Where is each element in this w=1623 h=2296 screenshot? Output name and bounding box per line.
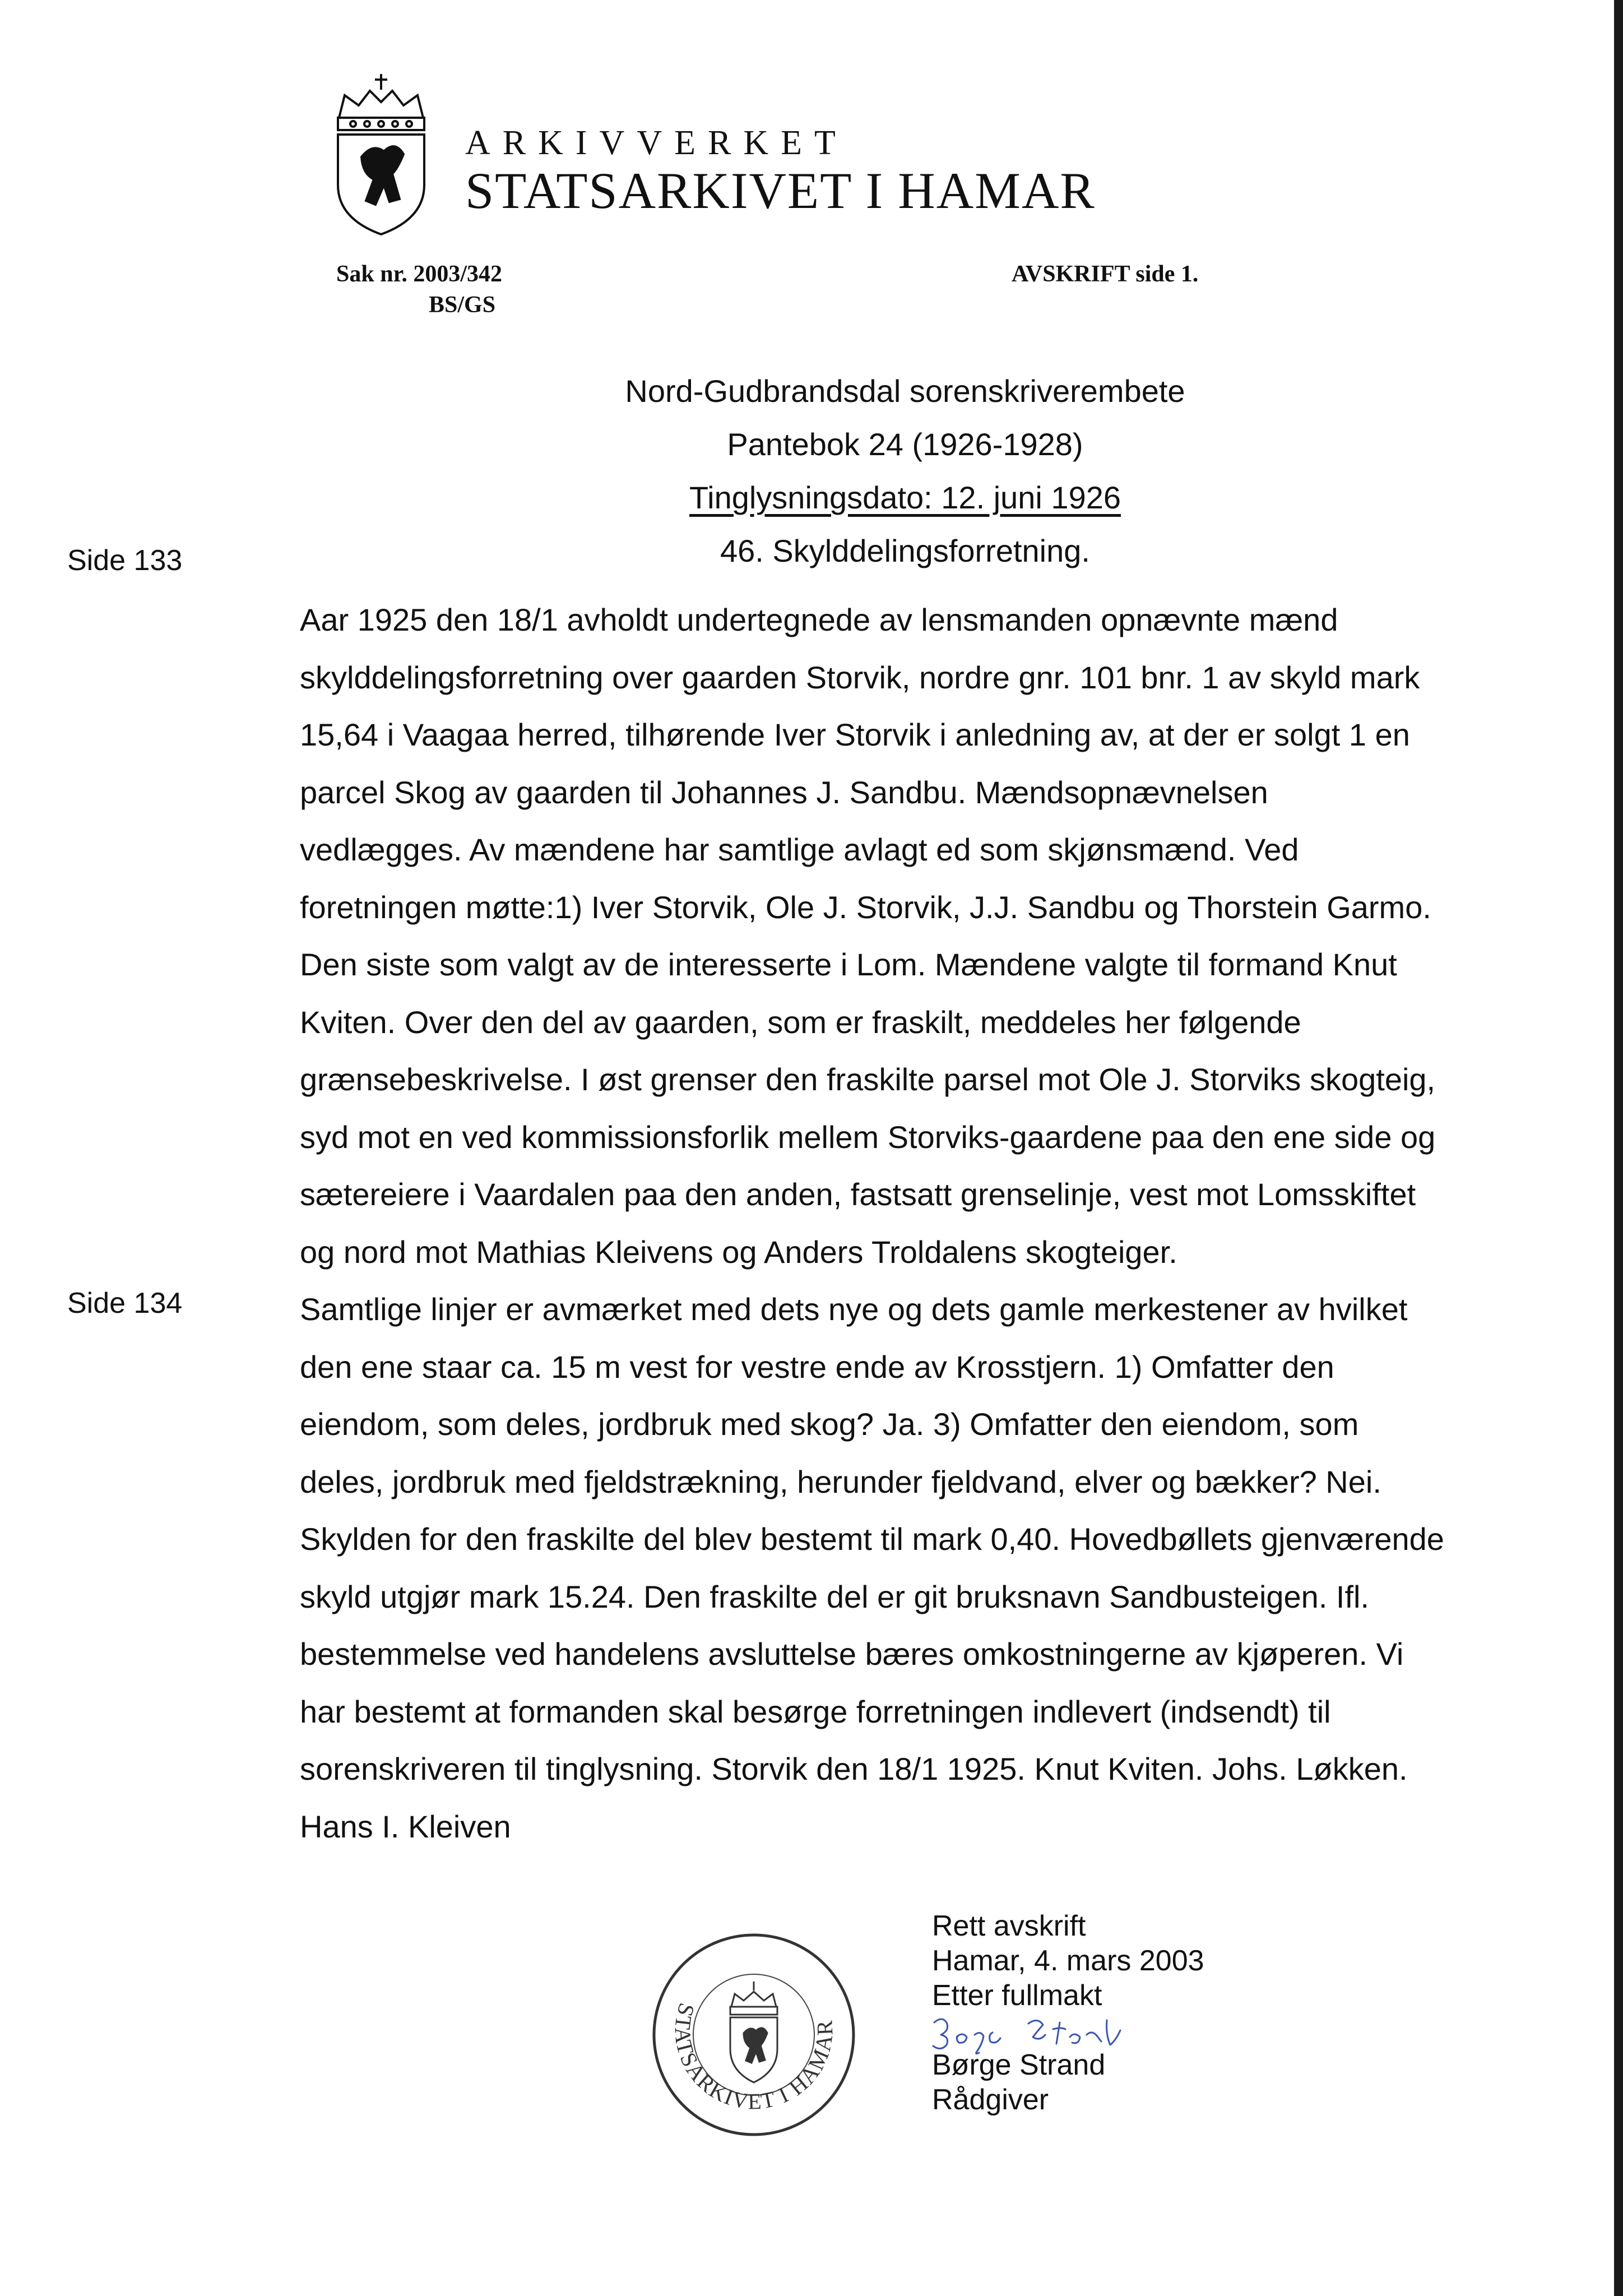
- body-line: foretningen møtte:1) Iver Storvik, Ole J. Storvik, J.J. Sandbu og Thorstein Garmo.: [300, 889, 1431, 925]
- body-text: [300, 591, 1566, 1855]
- body-line: Den siste som valgt av de interesserte i Lom. Mændene valgte til formand Knut: [300, 947, 1397, 982]
- coat-of-arms-logo: [328, 73, 434, 235]
- official-stamp-seal: [647, 1928, 860, 2141]
- body-line: Aar 1925 den 18/1 avholdt undertegnede av lensmanden opnævnte mænd: [300, 602, 1338, 637]
- case-number: Sak nr. 2003/342: [336, 261, 503, 287]
- registration-date: Tinglysningsdato: 12. juni 1926: [689, 480, 1121, 515]
- certification-authority: Etter fullmakt: [932, 1979, 1102, 2012]
- body-line: har bestemt at formanden skal besørge forretningen indlevert (indsendt) til: [300, 1693, 1331, 1729]
- office-heading: Nord-Gudbrandsdal sorenskriverembete: [625, 373, 1185, 409]
- item-heading: 46. Skylddelingsforretning.: [720, 533, 1090, 568]
- org-line-2: STATSARKIVET I HAMAR: [465, 162, 1096, 219]
- book-heading: Pantebok 24 (1926-1928): [727, 427, 1083, 462]
- body-line: parcel Skog av gaarden til Johannes J. Sandbu. Mændsopnævnelsen: [300, 774, 1268, 810]
- body-line: Samtlige linjer er avmærket med dets nye og dets gamle merkestener av hvilket: [300, 1292, 1408, 1327]
- body-line: sætereiere i Vaardalen paa den anden, fastsatt grenselinje, vest mot Lomsskiftet: [300, 1177, 1416, 1212]
- body-line: Hans I. Kleiven: [300, 1808, 511, 1844]
- organization-name: [465, 123, 1096, 219]
- margin-note-page-134: Side 134: [67, 1287, 183, 1320]
- body-line: syd mot en ved kommissionsforlik mellem Storviks-gaardene paa den ene side og: [300, 1119, 1436, 1155]
- body-line: skylddelingsforretning over gaarden Storvik, nordre gnr. 101 bnr. 1 av skyld mark: [300, 659, 1420, 695]
- org-line-1: ARKIVVERKET: [465, 124, 848, 162]
- body-line: bestemmelse ved handelens avsluttelse bæres omkostningerne av kjøperen. Vi: [300, 1636, 1404, 1672]
- signatory-title: Rådgiver: [932, 2084, 1049, 2116]
- body-line: den ene staar ca. 15 m vest for vestre ende av Krosstjern. 1) Omfatter den: [300, 1349, 1334, 1385]
- body-line: eiendom, som deles, jordbruk med skog? Ja. 3) Omfatter den eiendom, som: [300, 1406, 1359, 1442]
- case-initials: BS/GS: [429, 292, 496, 318]
- body-line: Skylden for den fraskilte del blev bestemt til mark 0,40. Hovedbøllets gjenværende: [300, 1521, 1444, 1557]
- body-line: og nord mot Mathias Kleivens og Anders Troldalens skogteiger.: [300, 1234, 1177, 1270]
- handwritten-signature: [928, 2012, 1163, 2057]
- certification-line-1: Rett avskrift: [932, 1910, 1086, 1942]
- svg-text:STATSARKIVET I HAMAR: STATSARKIVET I HAMAR: [670, 2000, 838, 2114]
- body-line: vedlægges. Av mændene har samtlige avlagt ed som skjønsmænd. Ved: [300, 832, 1299, 867]
- copy-label: AVSKRIFT side 1.: [1012, 261, 1199, 287]
- signatory-name: Børge Strand: [932, 2049, 1106, 2081]
- body-line: skyld utgjør mark 15.24. Den fraskilte del er git bruksnavn Sandbusteigen. Ifl.: [300, 1578, 1370, 1614]
- scan-edge: [1614, 0, 1623, 2296]
- body-line: 15,64 i Vaagaa herred, tilhørende Iver Storvik i anledning av, at der er solgt 1 en: [300, 717, 1410, 752]
- certification-place-date: Hamar, 4. mars 2003: [932, 1945, 1204, 1977]
- body-line: Kviten. Over den del av gaarden, som er fraskilt, meddeles her følgende: [300, 1004, 1301, 1040]
- body-line: deles, jordbruk med fjeldstrækning, herunder fjeldvand, elver og bækker? Nei.: [300, 1464, 1381, 1499]
- margin-note-page-133: Side 133: [67, 544, 183, 577]
- body-line: sorenskriveren til tinglysning. Storvik den 18/1 1925. Knut Kviten. Johs. Løkken.: [300, 1751, 1408, 1786]
- registration-date-row: [303, 471, 1508, 524]
- body-line: grænsebeskrivelse. I øst grenser den fraskilte parsel mot Ole J. Storviks skogteig,: [300, 1062, 1436, 1097]
